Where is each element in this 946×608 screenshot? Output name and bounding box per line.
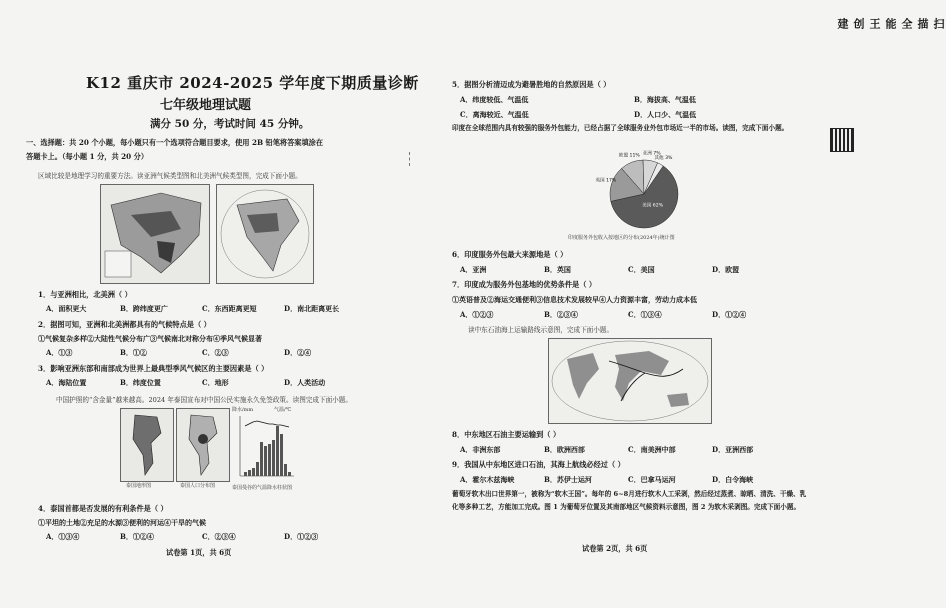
- exam-score-time: 满分 50 分，考试时间 45 分钟。: [150, 118, 310, 130]
- question-9: 9．我国从中东地区进口石油，其海上航线必经过（ ）: [452, 460, 625, 469]
- intro-portugal-cork: 葡萄牙软木出口世界第一，被称为“软木王国”。每年的 6~8月进行软木人工采剥，然后经过蒸煮、晾晒、清洗、干燥、乳化等多种工艺，方能加工完成。图 1 为葡萄牙位置及其南部地区气候资料示意图，图 2 为软木采剥图。完成下面小题。: [452, 490, 807, 511]
- q8-option-a[interactable]: A．非洲东部: [460, 445, 501, 454]
- q4-option-b[interactable]: B．①②④: [120, 532, 154, 541]
- thailand-population-map: [176, 408, 230, 482]
- question-7: 7．印度成为服务外包基地的优势条件是（ ）: [452, 280, 597, 289]
- q6-option-a[interactable]: A．亚洲: [460, 265, 487, 274]
- pie-graphic: [568, 152, 700, 232]
- q2-option-a[interactable]: A．①③: [46, 348, 73, 357]
- qr-code-icon: [830, 128, 854, 152]
- exam-title: K12 重庆市 2024-2025 学年度下期质量诊断: [86, 74, 419, 92]
- oil-route-world-map: [548, 338, 712, 424]
- pie-caption: 印度服务外包收入按地区的分布(2024年)统计图: [568, 235, 675, 241]
- pie-label-2: 欧盟 11%: [618, 153, 640, 159]
- q8-option-b[interactable]: B．欧洲西部: [544, 445, 585, 454]
- asia-map-graphic: [101, 185, 209, 283]
- q5-option-a[interactable]: A．纬度较低、气温低: [460, 95, 529, 104]
- q2-option-b[interactable]: B．①②: [120, 348, 147, 357]
- intro-climate: 区域比较是地理学习的重要方法。读亚洲气候类型图和北美洲气候类型图，完成下面小题。: [38, 172, 302, 180]
- q1-option-c[interactable]: C．东西距离更短: [202, 304, 257, 313]
- right-page: [430, 0, 830, 608]
- q4-option-a[interactable]: A．①③④: [46, 532, 80, 541]
- q6-option-b[interactable]: B．英国: [544, 265, 571, 274]
- temp-axis-label: 气温/℃: [274, 407, 292, 413]
- q7-statements: ①英语普及②海运交通便利③信息技术发展较早④人力资源丰富，劳动力成本低: [452, 295, 697, 304]
- q4-option-d[interactable]: D．①②③: [284, 532, 319, 541]
- thailand-terrain-map: [120, 408, 174, 482]
- q3-option-d[interactable]: D．人类活动: [284, 378, 326, 387]
- q8-option-d[interactable]: D．亚洲西部: [712, 445, 754, 454]
- intro-india: 印度在全球范围内具有较强的服务外包能力，已经占据了全球服务业外包市场近一半的市场。读图，完成下面小题。: [452, 124, 789, 132]
- thailand-terrain-graphic: [121, 409, 173, 481]
- q6-option-d[interactable]: D．欧盟: [712, 265, 740, 274]
- bangkok-chart-caption: 泰国曼谷的气温降水柱状图: [232, 485, 293, 491]
- q5-option-b[interactable]: B．海拔高、气温低: [634, 95, 696, 104]
- page-2-footer: 试卷第 2页，共 6页: [582, 544, 648, 553]
- section-heading-cont: 答题卡上。（每小题 1 分，共 20 分）: [26, 152, 149, 161]
- page-1-footer: 试卷第 1页，共 6页: [166, 548, 232, 557]
- q9-option-a[interactable]: A．霍尔木兹海峡: [460, 475, 515, 484]
- pie-label-0: 美国 62%: [642, 203, 663, 209]
- asia-climate-map: [100, 184, 210, 284]
- q1-option-a[interactable]: A．面积更大: [46, 304, 87, 313]
- section-heading: 一、选择题：共 20 个小题，每小题只有一个选项符合题目要求，使用 2B 铅笔将答案填涂在: [26, 138, 324, 147]
- q9-option-b[interactable]: B．苏伊士运河: [544, 475, 592, 484]
- q9-option-d[interactable]: D．白令海峡: [712, 475, 754, 484]
- oil-route-map-graphic: [549, 339, 711, 423]
- question-3: 3．影响亚洲东部和南部成为世界上最典型季风气候区的主要因素是（ ）: [38, 364, 269, 373]
- precip-axis-label: 降水/mm: [232, 407, 254, 413]
- q9-option-c[interactable]: C．巴拿马运河: [628, 475, 676, 484]
- exam-subtitle: 七年级地理试题: [160, 98, 252, 113]
- q5-option-c[interactable]: C．离海较近、气温低: [460, 110, 529, 119]
- question-5: 5．据图分析清迈成为避暑胜地的自然原因是（ ）: [452, 80, 611, 89]
- intro-thailand: 中国护照的“含金量”越来越高。2024 年泰国宣布对中国公民实施永久免签政策。读图完成下面小题。: [56, 396, 352, 404]
- bangkok-bars-graphic: [232, 412, 300, 482]
- pie-label-3: 亚洲 7%: [642, 151, 661, 157]
- q3-option-a[interactable]: A．海陆位置: [46, 378, 87, 387]
- page-divider: [409, 152, 411, 166]
- q4-statements: ①平坦的土地②充足的水源③便利的河运④干旱的气候: [38, 518, 206, 527]
- left-page: [0, 0, 420, 608]
- question-6: 6．印度服务外包最大来源地是（ ）: [452, 250, 568, 259]
- thailand-population-caption: 泰国人口分布图: [180, 483, 216, 489]
- q4-option-c[interactable]: C．②③④: [202, 532, 236, 541]
- scanner-brand-text: 扫描全能王 创建: [836, 18, 945, 30]
- q2-statements: ①气候复杂多样②大陆性气候分布广③气候南北对称分布④季风气候显著: [38, 334, 262, 343]
- pie-label-4: 其他 3%: [654, 155, 673, 161]
- q6-option-c[interactable]: C．美国: [628, 265, 655, 274]
- thailand-population-graphic: [177, 409, 229, 481]
- q8-option-c[interactable]: C．南美洲中部: [628, 445, 676, 454]
- thailand-terrain-caption: 泰国地形图: [126, 483, 152, 489]
- q2-option-c[interactable]: C．②③: [202, 348, 229, 357]
- q7-option-d[interactable]: D．①②④: [712, 310, 747, 319]
- north-america-climate-map: [216, 184, 314, 284]
- q7-option-a[interactable]: A．①②③: [460, 310, 494, 319]
- q2-option-d[interactable]: D．②④: [284, 348, 312, 357]
- q7-option-b[interactable]: B．②③④: [544, 310, 578, 319]
- q1-option-b[interactable]: B．跨纬度更广: [120, 304, 168, 313]
- pie-label-1: 英国 17%: [595, 178, 617, 184]
- question-1: 1．与亚洲相比，北美洲（ ）: [38, 290, 132, 299]
- india-outsourcing-pie-chart: [568, 152, 700, 244]
- q5-option-d[interactable]: D．人口少、气温低: [634, 110, 697, 119]
- bangkok-climate-chart: [232, 406, 300, 482]
- question-8: 8．中东地区石油主要运输到（ ）: [452, 430, 561, 439]
- q1-option-d[interactable]: D．南北距离更长: [284, 304, 340, 313]
- q3-option-c[interactable]: C．地形: [202, 378, 229, 387]
- question-4: 4．泰国首都是否发展的有利条件是（ ）: [38, 504, 168, 513]
- intro-oil-routes: 读中东石油海上运输路线示意图，完成下面小题。: [468, 326, 614, 334]
- north-america-map-graphic: [217, 185, 313, 283]
- question-2: 2．据图可知，亚洲和北美洲都具有的气候特点是（ ）: [38, 320, 211, 329]
- q3-option-b[interactable]: B．纬度位置: [120, 378, 161, 387]
- q7-option-c[interactable]: C．①③④: [628, 310, 662, 319]
